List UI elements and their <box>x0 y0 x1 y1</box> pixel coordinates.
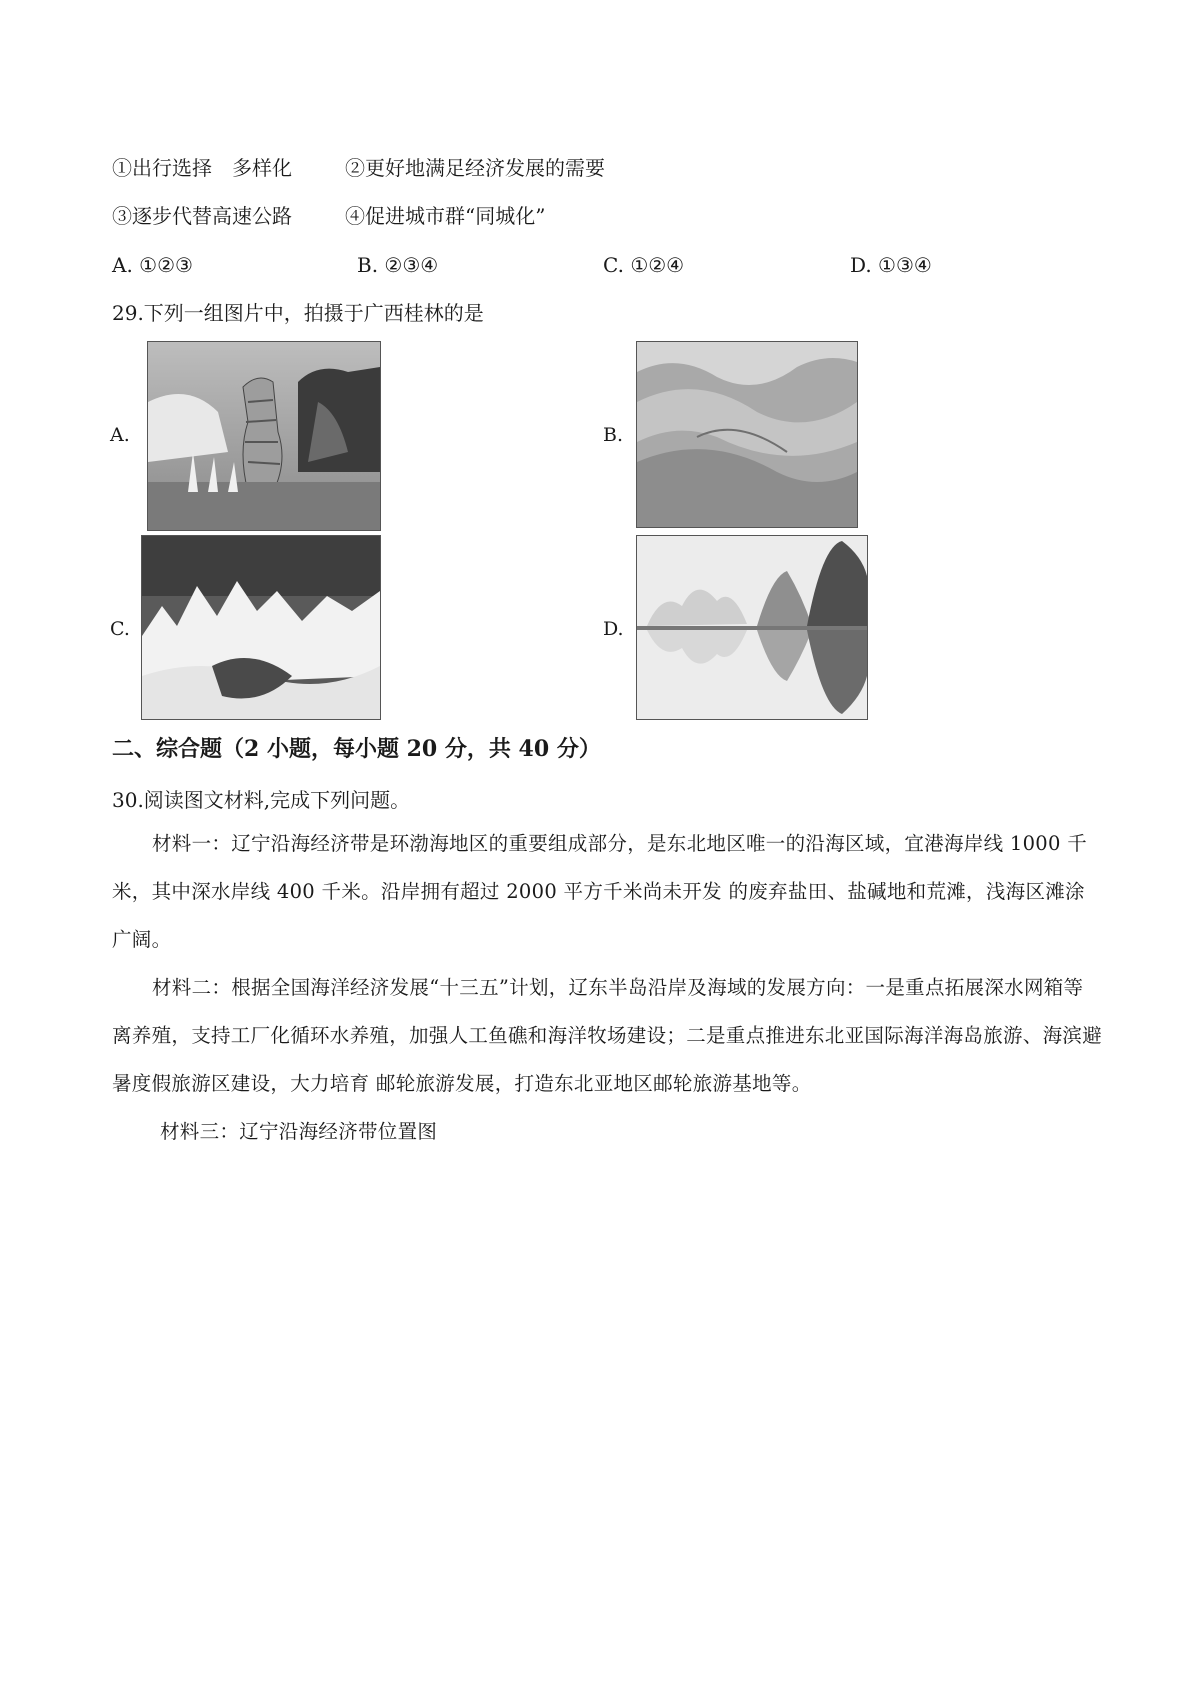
option-letter: D. <box>850 253 872 277</box>
material-1 <box>112 820 1102 964</box>
option-text: ②③④ <box>384 253 439 277</box>
q28-option-d <box>850 251 932 279</box>
karst-pillar-rock-icon <box>147 341 381 531</box>
material-1-text: 材料一：辽宁沿海经济带是环渤海地区的重要组成部分，是东北地区唯一的沿海区域，宜港海岸线 1000 千米，其中深水岸线 400 千米。沿岸拥有超过 2000 平方千米尚未开发 的废弃盐田、盐碱地和荒滩，浅海区滩涂广阔。 <box>112 832 1088 951</box>
q29-label-d: D. <box>603 618 624 640</box>
section-heading: 二、综合题（2 小题，每小题 20 分，共 40 分） <box>112 736 601 762</box>
q29-stem: 29.下列一组图片中，拍摄于广西桂林的是 <box>112 301 484 325</box>
material-2 <box>112 964 1102 1108</box>
statement-4: ④促进城市群“同城化” <box>345 204 546 228</box>
option-text: ①③④ <box>878 253 932 277</box>
q29-label-a: A. <box>110 424 130 446</box>
statement-1: ①出行选择 多样化 <box>112 156 292 180</box>
snow-peaks-icon <box>141 535 381 720</box>
option-letter: B. <box>357 253 379 277</box>
material-3 <box>112 1108 1102 1156</box>
statement-2: ②更好地满足经济发展的需要 <box>345 156 605 180</box>
material-2-text: 材料二：根据全国海洋经济发展“十三五”计划，辽东半岛沿岸及海域的发展方向：一是重点拓展深水网箱等离养殖，支持工厂化循环水养殖，加强人工鱼礁和海洋牧场建设；二是重点推进东北亚国际海洋海岛旅游、海滨避暑度假旅游区建设，大力培育 邮轮旅游发展，打造东北亚地区邮轮旅游基地等。 <box>112 976 1103 1095</box>
q29-label-b: B. <box>603 424 624 446</box>
statement-3: ③逐步代替高速公路 <box>112 204 292 228</box>
q30-stem: 30.阅读图文材料,完成下列问题。 <box>112 788 411 812</box>
karst-hills-river-reflection-icon <box>636 535 868 720</box>
option-letter: C. <box>603 253 624 277</box>
sand-dunes-icon <box>636 341 858 528</box>
q28-option-c <box>603 251 684 279</box>
option-text: ①②③ <box>139 253 193 277</box>
option-text: ①②④ <box>630 253 685 277</box>
material-3-text: 材料三：辽宁沿海经济带位置图 <box>160 1120 438 1143</box>
q28-option-a <box>112 251 193 279</box>
q28-option-b <box>357 251 438 279</box>
option-letter: A. <box>112 253 133 277</box>
q29-label-c: C. <box>110 618 130 640</box>
